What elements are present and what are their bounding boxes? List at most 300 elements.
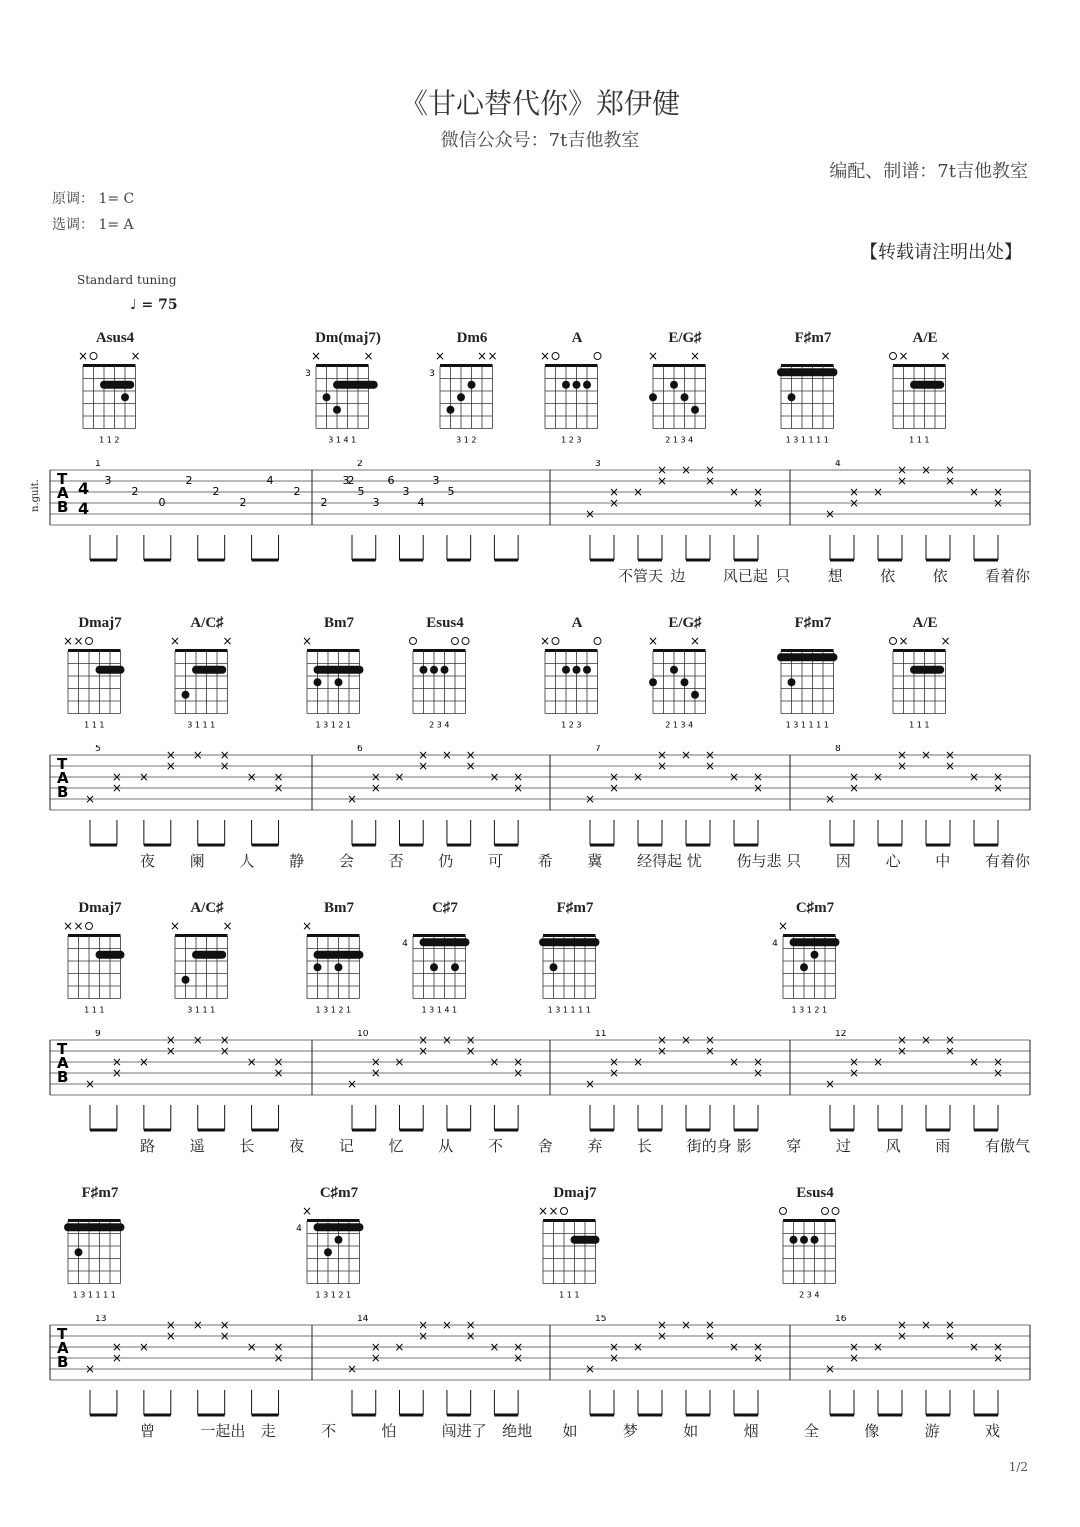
muted-string-mark: × (222, 634, 233, 648)
chord-grid (77, 330, 150, 446)
tab-note: × (513, 1066, 524, 1080)
tab-note: × (138, 770, 149, 784)
lyric-syllable: 仍 (438, 852, 454, 870)
tab-note: × (728, 485, 740, 499)
chord-grid (540, 900, 610, 1016)
chord-diagram (772, 900, 848, 1016)
tab-fret-number: 2 (131, 485, 139, 498)
nut (543, 934, 596, 937)
tab-note: × (273, 1055, 284, 1069)
tab-note: × (441, 1318, 452, 1332)
barre-mark (910, 381, 944, 389)
tab-fret-number: 5 (447, 485, 455, 498)
nut (783, 934, 836, 937)
tab-note: × (273, 1351, 284, 1365)
lyric-syllable: 因 (835, 852, 851, 870)
nut (440, 364, 493, 367)
finger-dot (681, 393, 689, 401)
finger-dot (335, 1236, 343, 1244)
muted-string-mark: × (940, 634, 951, 648)
muted-string-mark: × (363, 349, 374, 363)
tab-note: × (848, 1066, 860, 1080)
tab-note: × (608, 770, 620, 784)
tab-staff (0, 460, 1080, 600)
finger-numbers: 2 1 3 4 (665, 435, 694, 445)
fret-number: 3 (429, 369, 435, 379)
lyric-syllable: 全 (803, 1422, 819, 1440)
chord-name: Dm6 (456, 330, 488, 346)
lyric-syllable: 依 (932, 567, 948, 585)
chord-grid (402, 900, 480, 1016)
tab-note: × (370, 1351, 381, 1365)
open-string-mark (561, 1208, 568, 1215)
muted-string-mark: × (777, 919, 789, 933)
tab-fret-number: 6 (387, 474, 395, 487)
tab-note: × (111, 1055, 122, 1069)
chord-grid (647, 615, 720, 731)
lyric-syllable: 怕 (381, 1422, 397, 1440)
tab-clef: B (57, 1353, 69, 1371)
chord-grid (429, 330, 507, 446)
tab-note: × (418, 1033, 429, 1047)
barre-mark (96, 666, 125, 674)
tab-fret-number: 2 (293, 485, 301, 498)
open-string-mark (90, 353, 97, 360)
finger-numbers: 3 1 1 1 (187, 720, 216, 730)
finger-dot (583, 381, 591, 389)
chord-grid (169, 900, 242, 1016)
nut (175, 649, 228, 652)
barre-mark (192, 951, 226, 959)
tab-note: × (138, 1340, 149, 1354)
finger-numbers: 1 3 1 2 1 (315, 720, 352, 730)
tab-fret-number: 3 (402, 485, 410, 498)
tab-note: × (704, 1044, 716, 1058)
fret-number: 4 (402, 939, 408, 949)
tab-note: × (632, 770, 644, 784)
tab-note: × (680, 748, 692, 762)
finger-dot (182, 976, 190, 984)
tab-note: × (513, 781, 524, 795)
lyric-syllable: 看着你 (985, 567, 1031, 585)
chord-diagram (778, 330, 846, 446)
tab-note: × (418, 1318, 429, 1332)
tab-note: × (632, 1340, 644, 1354)
chord-name: A/E (912, 330, 938, 346)
lyric-syllable: 弃 (587, 1137, 603, 1155)
lyric-syllable: 不 (487, 1137, 503, 1155)
tab-note: × (418, 748, 429, 762)
tab-note: × (896, 474, 908, 488)
lyric-syllable: 记 (338, 1137, 354, 1155)
tab-note: × (896, 1033, 908, 1047)
muted-string-mark: × (62, 919, 74, 933)
chord-diagram (539, 615, 610, 731)
tab-note: × (111, 1351, 122, 1365)
tab-fret-number: 2 (239, 496, 247, 509)
tab-note: × (273, 781, 284, 795)
tab-note: × (465, 1044, 476, 1058)
chord-name: C♯m7 (795, 900, 835, 916)
tab-note: × (752, 496, 764, 510)
nut (307, 934, 360, 937)
tab-note: × (752, 1340, 764, 1354)
finger-dot (573, 381, 581, 389)
tab-note: × (632, 485, 644, 499)
tab-note: × (944, 759, 956, 773)
chord-diagram (540, 900, 608, 1016)
tab-note: × (872, 1055, 884, 1069)
tab-note: × (394, 1055, 405, 1069)
tab-note: × (872, 485, 884, 499)
tab-note: × (848, 770, 860, 784)
time-signature: 4 (78, 479, 90, 498)
finger-dot (335, 963, 343, 971)
nut (543, 1219, 596, 1222)
chord-grid (410, 615, 480, 731)
tab-note: × (165, 1318, 176, 1332)
muted-string-mark: × (537, 1204, 549, 1218)
tab-staff (0, 1315, 1080, 1455)
lyric-syllable: 否 (388, 852, 404, 870)
tab-note: × (920, 748, 932, 762)
tab-note: × (896, 1329, 908, 1343)
tab-note: × (944, 1044, 956, 1058)
lyric-syllable: 烟 (743, 1422, 759, 1440)
finger-numbers: 1 3 1 1 1 1 (785, 435, 829, 445)
chord-diagram (301, 615, 372, 731)
chord-grid (65, 1185, 135, 1301)
lyric-syllable: 可 (487, 852, 503, 870)
fret-number: 4 (772, 939, 778, 949)
measure-number: 11 (595, 1030, 607, 1039)
chord-diagram (169, 615, 240, 731)
tab-note: × (513, 1351, 524, 1365)
tab-fret-number: 5 (357, 485, 365, 498)
muted-string-mark: × (434, 349, 446, 363)
muted-string-mark: × (169, 919, 181, 933)
tab-note: × (704, 1033, 716, 1047)
nut (545, 364, 598, 367)
lyric-syllable: 梦 (622, 1422, 638, 1440)
lyric-syllable: 从 (438, 1137, 454, 1155)
tab-note: × (872, 1340, 884, 1354)
chord-name: A/C♯ (190, 900, 224, 916)
measure-number: 10 (357, 1030, 369, 1039)
tab-clef: B (57, 1068, 69, 1086)
tab-note: × (704, 1329, 716, 1343)
lyric-syllable: 风已起 (722, 567, 768, 585)
tab-fret-number: 3 (432, 474, 440, 487)
tab-note: × (111, 1066, 122, 1080)
muted-string-mark: × (62, 634, 74, 648)
barre-mark (100, 381, 134, 389)
lyric-syllable: 夜 (289, 1137, 305, 1155)
chord-name: A (571, 615, 583, 631)
chord-grid (296, 1185, 374, 1301)
lyric-syllable: 依 (880, 567, 896, 585)
finger-numbers: 1 1 1 (559, 1290, 580, 1300)
tab-note: × (656, 748, 668, 762)
tab-note: × (246, 770, 257, 784)
finger-dot (811, 1236, 819, 1244)
tab-note: × (165, 1033, 176, 1047)
lyric-syllable: 曾 (140, 1422, 156, 1440)
tab-note: × (896, 463, 908, 477)
finger-dot (314, 678, 322, 686)
finger-dot (324, 1248, 332, 1256)
muted-string-mark: × (539, 349, 551, 363)
lyric-syllable: 影 (736, 1137, 752, 1155)
nut (68, 1219, 121, 1222)
tab-note: × (370, 1055, 381, 1069)
tab-note: × (944, 1318, 956, 1332)
nut (307, 649, 360, 652)
tab-note: × (192, 1033, 203, 1047)
tab-note: × (346, 792, 358, 806)
finger-numbers: 1 1 1 (909, 720, 930, 730)
tab-note: × (752, 770, 764, 784)
muted-string-mark: × (169, 634, 181, 648)
finger-dot (800, 1236, 808, 1244)
chord-grid (890, 330, 960, 446)
muted-string-mark: × (301, 1204, 313, 1218)
tab-note: × (728, 770, 740, 784)
finger-dot (691, 691, 699, 699)
tab-note: × (346, 1077, 358, 1091)
tab-note: × (192, 748, 203, 762)
tab-note: × (608, 1351, 620, 1365)
tab-note: × (584, 792, 596, 806)
finger-dot (800, 963, 808, 971)
tab-note: × (418, 759, 429, 773)
tab-note: × (824, 1077, 836, 1091)
tab-note: × (896, 1044, 908, 1058)
lyric-syllable: 雨 (935, 1137, 951, 1155)
muted-string-mark: × (301, 919, 313, 933)
lyric-syllable: 走 (260, 1422, 276, 1440)
tab-note: × (84, 1077, 96, 1091)
measure-number: 5 (95, 745, 101, 754)
finger-dot (649, 393, 657, 401)
open-string-mark (890, 353, 897, 360)
tab-note: × (418, 1044, 429, 1058)
selected-key: 选调： 1= A (52, 217, 134, 233)
tab-note: × (848, 485, 860, 499)
nut (781, 649, 834, 652)
tab-note: × (752, 1351, 764, 1365)
tab-note: × (656, 474, 668, 488)
chord-name: F♯m7 (794, 615, 832, 631)
finger-dot (182, 691, 190, 699)
lyric-syllable: 忆 (388, 1137, 404, 1155)
barre-mark (314, 666, 364, 674)
tab-clef: A (57, 484, 69, 502)
tab-note: × (219, 748, 230, 762)
tab-note: × (656, 1044, 668, 1058)
tab-note: × (920, 1318, 932, 1332)
chord-diagram (890, 615, 958, 731)
chord-name: C♯7 (432, 900, 458, 916)
tab-note: × (608, 485, 620, 499)
muted-string-mark: × (689, 634, 701, 648)
chord-diagram (62, 900, 133, 1016)
repost-notice: 【转载请注明出处】 (860, 242, 1022, 263)
tab-note: × (346, 1362, 358, 1376)
tab-note: × (704, 463, 716, 477)
open-string-mark (410, 638, 417, 645)
finger-numbers: 1 3 1 1 1 1 (785, 720, 829, 730)
open-string-mark (462, 638, 469, 645)
finger-dot (430, 666, 438, 674)
lyric-syllable: 会 (338, 852, 354, 870)
chord-diagram (429, 330, 505, 446)
lyric-syllable: 有着你 (985, 852, 1031, 870)
tempo-marking: ♩ = 75 (130, 297, 178, 313)
lyric-syllable: 一起出 (200, 1422, 246, 1440)
tab-note: × (944, 463, 956, 477)
open-string-mark (86, 923, 93, 930)
tab-note: × (728, 1340, 740, 1354)
tab-fret-number: 3 (372, 496, 380, 509)
tab-clef: T (57, 470, 68, 488)
measure-number: 2 (357, 460, 363, 469)
lyric-syllable: 静 (289, 852, 305, 870)
tab-note: × (992, 1066, 1004, 1080)
lyric-syllable: 像 (864, 1422, 880, 1440)
tab-clef: T (57, 1040, 68, 1058)
tab-note: × (824, 507, 836, 521)
nut (893, 649, 946, 652)
tab-note: × (608, 781, 620, 795)
lyric-syllable: 想 (827, 567, 843, 585)
tab-note: × (394, 1340, 405, 1354)
open-string-mark (822, 1208, 829, 1215)
tab-note: × (219, 1329, 230, 1343)
lyric-syllable: 如 (683, 1422, 699, 1440)
tab-note: × (370, 1066, 381, 1080)
open-string-mark (552, 353, 559, 360)
finger-dot (670, 666, 678, 674)
tab-note: × (680, 463, 692, 477)
tab-note: × (656, 463, 668, 477)
tab-note: × (824, 792, 836, 806)
tab-note: × (138, 1055, 149, 1069)
chord-diagram (402, 900, 478, 1016)
chord-name: E/G♯ (668, 330, 702, 346)
muted-string-mark: × (301, 634, 313, 648)
original-key: 原调： 1= C (52, 191, 135, 207)
barre-mark (314, 951, 364, 959)
time-signature: 4 (78, 499, 90, 518)
nut (316, 364, 369, 367)
finger-dot (788, 678, 796, 686)
tab-note: × (704, 748, 716, 762)
tab-note: × (944, 474, 956, 488)
lyric-syllable: 经得起 (637, 852, 683, 870)
finger-dot (550, 963, 558, 971)
lyric-syllable: 不管天 (618, 567, 664, 585)
nut (413, 649, 466, 652)
measure-number: 14 (357, 1315, 369, 1324)
nut (175, 934, 228, 937)
muted-string-mark: × (476, 349, 488, 363)
finger-dot (447, 406, 455, 414)
quarter-note-icon: ♩ (130, 297, 137, 313)
finger-dot (670, 381, 678, 389)
chord-diagram (537, 1185, 608, 1301)
barre-mark (192, 666, 226, 674)
lyric-syllable: 遥 (189, 1137, 205, 1155)
finger-dot (788, 393, 796, 401)
chord-name: Esus4 (426, 615, 464, 631)
finger-numbers: 1 1 1 (909, 435, 930, 445)
tab-fret-number: 2 (212, 485, 220, 498)
chord-grid (780, 1185, 850, 1301)
finger-dot (691, 406, 699, 414)
lyric-syllable: 长 (637, 1137, 653, 1155)
chord-name: Dmaj7 (78, 900, 122, 916)
lyric-syllable: 心 (885, 852, 901, 870)
tab-note: × (920, 1033, 932, 1047)
tab-fret-number: 2 (320, 496, 328, 509)
barre-mark (314, 1223, 364, 1231)
finger-dot (811, 951, 819, 959)
finger-numbers: 1 1 2 (99, 435, 120, 445)
finger-dot (314, 963, 322, 971)
tab-clef: T (57, 1325, 68, 1343)
tab-note: × (872, 770, 884, 784)
chord-diagram (780, 1185, 848, 1301)
muted-string-mark: × (898, 634, 909, 648)
chord-diagram (296, 1185, 372, 1301)
finger-dot (562, 666, 570, 674)
tab-note: × (111, 781, 122, 795)
tab-note: × (513, 1055, 524, 1069)
chord-name: Dm(maj7) (315, 330, 381, 346)
finger-numbers: 2 3 4 (799, 1290, 820, 1300)
finger-dot (562, 381, 570, 389)
tab-note: × (84, 792, 96, 806)
finger-dot (573, 666, 581, 674)
tab-note: × (704, 474, 716, 488)
lyric-syllable: 阑 (189, 852, 205, 870)
tab-note: × (752, 485, 764, 499)
tab-note: × (584, 507, 596, 521)
chord-diagram (647, 330, 718, 446)
muted-string-mark: × (73, 634, 84, 648)
chord-grid (539, 330, 612, 446)
chord-name: C♯m7 (319, 1185, 359, 1201)
tab-note: × (656, 1329, 668, 1343)
barre-mark (790, 938, 840, 946)
tab-fret-number: 0 (158, 496, 166, 509)
lyric-syllable: 只 (775, 567, 791, 585)
tab-note: × (824, 1362, 836, 1376)
lyric-syllable: 游 (924, 1422, 940, 1440)
tab-note: × (219, 759, 230, 773)
tab-note: × (848, 1055, 860, 1069)
finger-dot (335, 678, 343, 686)
muted-string-mark: × (647, 634, 659, 648)
chord-grid (647, 330, 720, 446)
chord-grid (778, 615, 848, 731)
chord-grid (539, 615, 612, 731)
chord-grid (301, 615, 374, 731)
lyric-syllable: 忧 (686, 852, 702, 870)
instrument-label: n.guit. (30, 479, 41, 512)
nut (893, 364, 946, 367)
